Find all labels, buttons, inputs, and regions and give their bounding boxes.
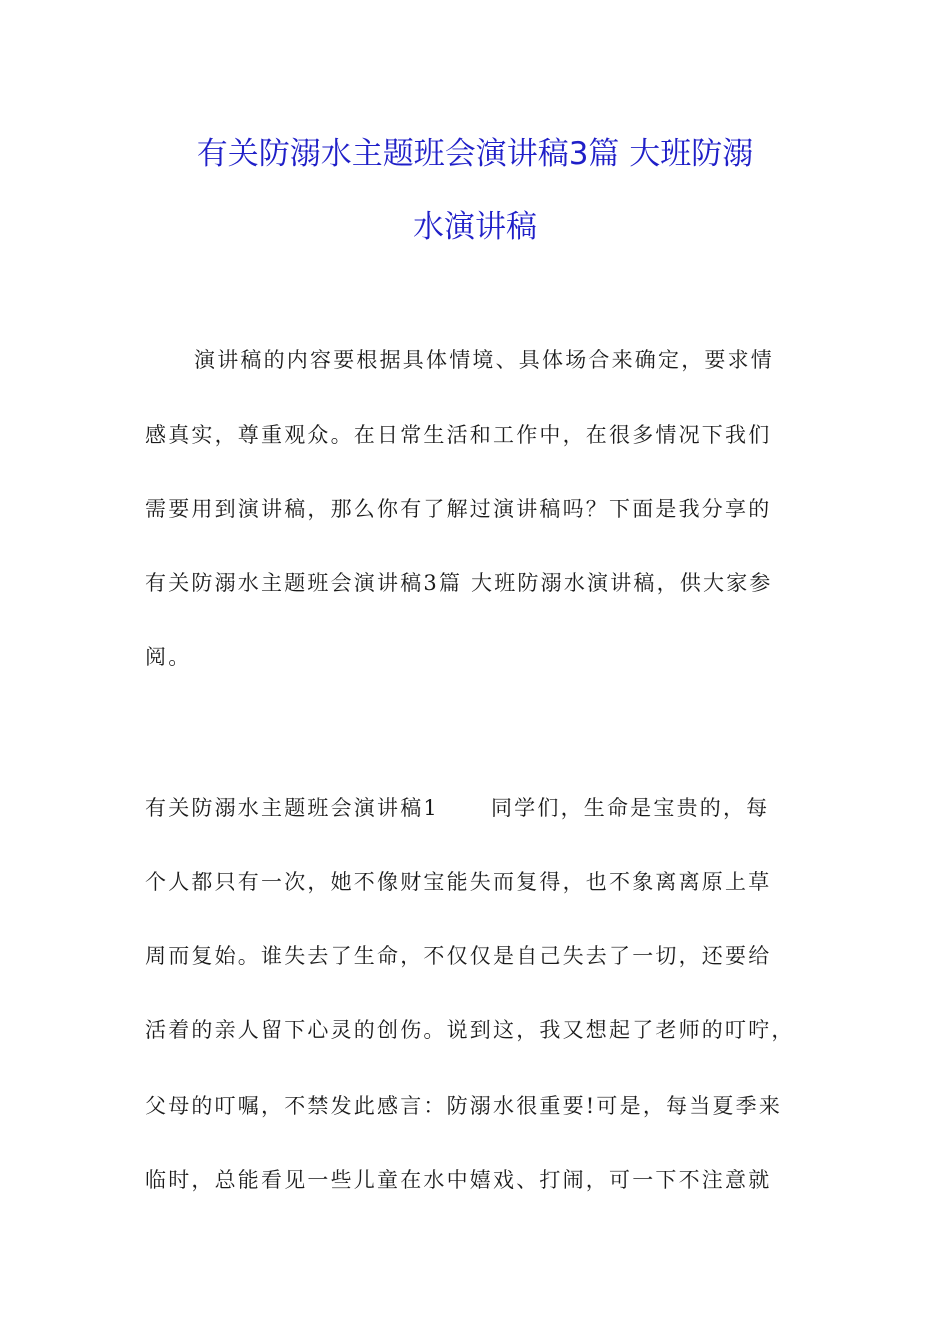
- intro-line-4: 有关防溺水主题班会演讲稿3篇 大班防溺水演讲稿，供大家参: [145, 571, 773, 595]
- intro-line-2: 感真实，尊重观众。在日常生活和工作中，在很多情况下我们: [145, 423, 772, 447]
- section-1-line-5: 父母的叮嘱，不禁发此感言：防溺水很重要!可是，每当夏季来: [145, 1094, 783, 1118]
- section-1-line-6: 临时，总能看见一些儿童在水中嬉戏、打闹，可一下不注意就: [145, 1168, 772, 1192]
- document-title-line-2: 水演讲稿: [413, 209, 537, 245]
- section-1-line-4: 活着的亲人留下心灵的创伤。说到这，我又想起了老师的叮咛，: [145, 1018, 795, 1042]
- intro-line-1: 演讲稿的内容要根据具体情境、具体场合来确定，要求情: [194, 348, 774, 372]
- section-1-line-3: 周而复始。谁失去了生命，不仅仅是自己失去了一切，还要给: [145, 944, 772, 968]
- intro-line-3: 需要用到演讲稿，那么你有了解过演讲稿吗？下面是我分享的: [145, 497, 772, 521]
- section-1-first-line: [145, 794, 815, 822]
- intro-line-5: 阅。: [145, 645, 192, 669]
- document-title-line-1: 有关防溺水主题班会演讲稿3篇 大班防溺: [196, 136, 754, 172]
- section-1-first-line-text: 同学们，生命是宝贵的，每: [490, 796, 770, 820]
- section-1-line-2: 个人都只有一次，她不像财宝能失而复得，也不象离离原上草: [145, 870, 772, 894]
- section-1-heading: 有关防溺水主题班会演讲稿1: [145, 796, 439, 820]
